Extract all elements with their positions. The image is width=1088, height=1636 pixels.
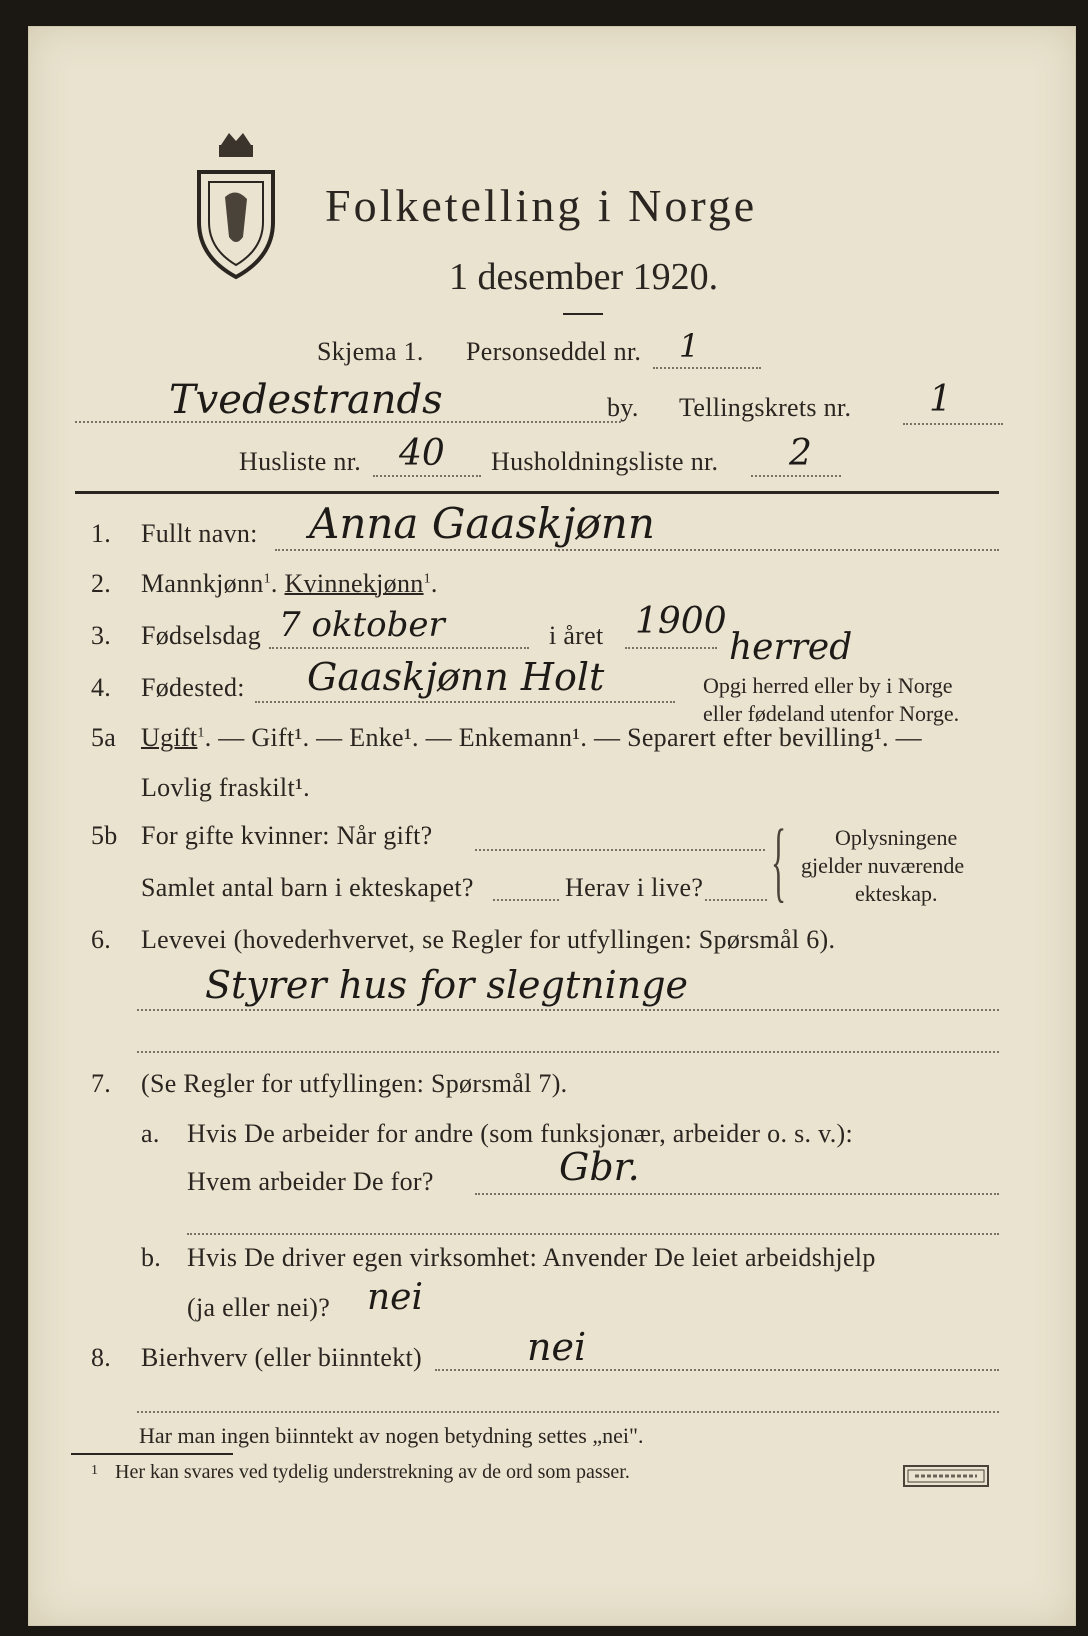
fodested-note-2: eller fødeland utenfor Norge. [703,701,960,726]
levevei-value: Styrer hus for slegtninge [205,963,689,1007]
ja-eller-nei-value: nei [367,1277,424,1318]
sporsmaal-7-label: (Se Regler for utfyllingen: Spørsmål 7). [141,1069,568,1098]
fodselsdag-label: Fødselsdag [141,621,261,650]
herav-i-live-label: Herav i live? [565,873,704,902]
husholdning-label: Husholdningsliste nr. [491,447,719,476]
dotted-line [475,1193,999,1195]
dotted-line [269,647,529,649]
question-number: 6. [91,925,112,954]
dotted-line [903,423,1003,425]
ugift-option: Ugift [141,723,198,752]
mannkjonn-option: Mannkjønn [141,569,264,598]
dotted-line [275,549,999,551]
question-number: 5a [91,723,117,752]
dotted-line [435,1369,999,1371]
dotted-line [705,899,767,901]
antal-barn-label: Samlet antal barn i ekteskapet? [141,873,474,902]
dotted-line [137,1051,999,1053]
dotted-line [625,647,717,649]
husliste-value: 40 [399,433,445,474]
tellingskrets-label: Tellingskrets nr. [679,393,852,422]
dotted-line [255,701,675,703]
civil-status-rest: . — Gift¹. — Enke¹. — Enkemann¹. — Separert efter bevilling¹. — [204,723,922,752]
lovlig-fraskilt-option: Lovlig fraskilt¹. [141,773,310,802]
egen-virksomhet-label: Hvis De driver egen virksomhet: Anvender De leiet arbeidshjelp [187,1243,876,1272]
punctuation: . [430,569,438,598]
husliste-label: Husliste nr. [239,447,362,476]
dotted-line [187,1233,999,1235]
footnote-marker: 1 [197,725,205,741]
husholdning-value: 2 [789,433,812,474]
city-value: Tvedestrands [169,377,443,423]
question-number: 2. [91,569,112,598]
footnote-number: 1 [91,1463,98,1478]
question-number: 1. [91,519,112,548]
bierhverv-label: Bierhverv (eller biinntekt) [141,1343,422,1372]
gender-options [141,569,438,599]
ja-eller-nei-label: (ja eller nei)? [187,1293,331,1322]
fullt-navn-label: Fullt navn: [141,519,258,548]
census-form [28,26,1076,1626]
tellingskrets-value: 1 [929,379,952,420]
dotted-line [75,421,621,423]
brace-icon: { [771,812,787,911]
header-rule [75,491,999,494]
naar-gift-label: For gifte kvinner: Når gift? [141,821,433,850]
question-number: 3. [91,621,112,650]
question-number: 5b [91,821,118,850]
levevei-label: Levevei (hovederhvervet, se Regler for utfyllingen: Spørsmål 6). [141,925,836,954]
fodested-label: Fødested: [141,673,245,702]
printer-stamp-icon [903,1465,989,1487]
biinntekt-note: Har man ingen biinntekt av nogen betydning settes „nei". [139,1423,644,1448]
form-title: Folketelling i Norge [325,180,758,231]
coat-of-arms-icon [191,127,281,287]
fodested-value: Gaaskjønn Holt [307,655,605,699]
question-number: 8. [91,1343,112,1372]
footnote-marker: 1 [263,571,271,587]
dotted-line [493,899,559,901]
ekteskap-note-2: gjelder nuværende [801,853,965,878]
footnote-marker: 1 [423,571,431,587]
question-letter: b. [141,1243,162,1272]
hvem-arbeider-label: Hvem arbeider De for? [187,1167,434,1196]
herred-value: herred [729,627,853,668]
aar-value: 1900 [635,601,727,642]
ekteskap-note-1: Oplysningene [835,825,958,850]
question-number: 4. [91,673,112,702]
separator: . [270,569,285,598]
question-letter: a. [141,1119,160,1148]
dotted-line [137,1009,999,1011]
form-date: 1 desember 1920. [449,256,719,298]
question-number: 7. [91,1069,112,1098]
footnote-rule [71,1453,233,1455]
fodested-note-1: Opgi herred eller by i Norge [703,673,953,698]
skjema-label: Skjema 1. [317,337,424,366]
dotted-line [653,367,761,369]
title-divider [563,313,603,315]
bierhverv-value: nei [527,1325,587,1369]
personseddel-value: 1 [679,327,700,365]
ekteskap-note-3: ekteskap. [855,881,938,906]
civil-status-options [141,723,922,753]
dotted-line [475,849,765,851]
fodselsdag-value: 7 oktober [279,605,445,645]
dotted-line [751,475,841,477]
footnote-text: Her kan svares ved tydelig understrekning av de ord som passer. [115,1461,630,1483]
by-label: by. [607,393,639,422]
fullt-navn-value: Anna Gaaskjønn [309,499,655,548]
personseddel-label: Personseddel nr. [466,337,642,366]
dotted-line [373,475,481,477]
arbeider-for-andre-label: Hvis De arbeider for andre (som funksjonær, arbeider o. s. v.): [187,1119,853,1148]
aar-label: i året [549,621,604,650]
hvem-arbeider-value: Gbr. [559,1145,640,1189]
dotted-line [137,1411,999,1413]
kvinnekjonn-option: Kvinnekjønn [284,569,424,598]
